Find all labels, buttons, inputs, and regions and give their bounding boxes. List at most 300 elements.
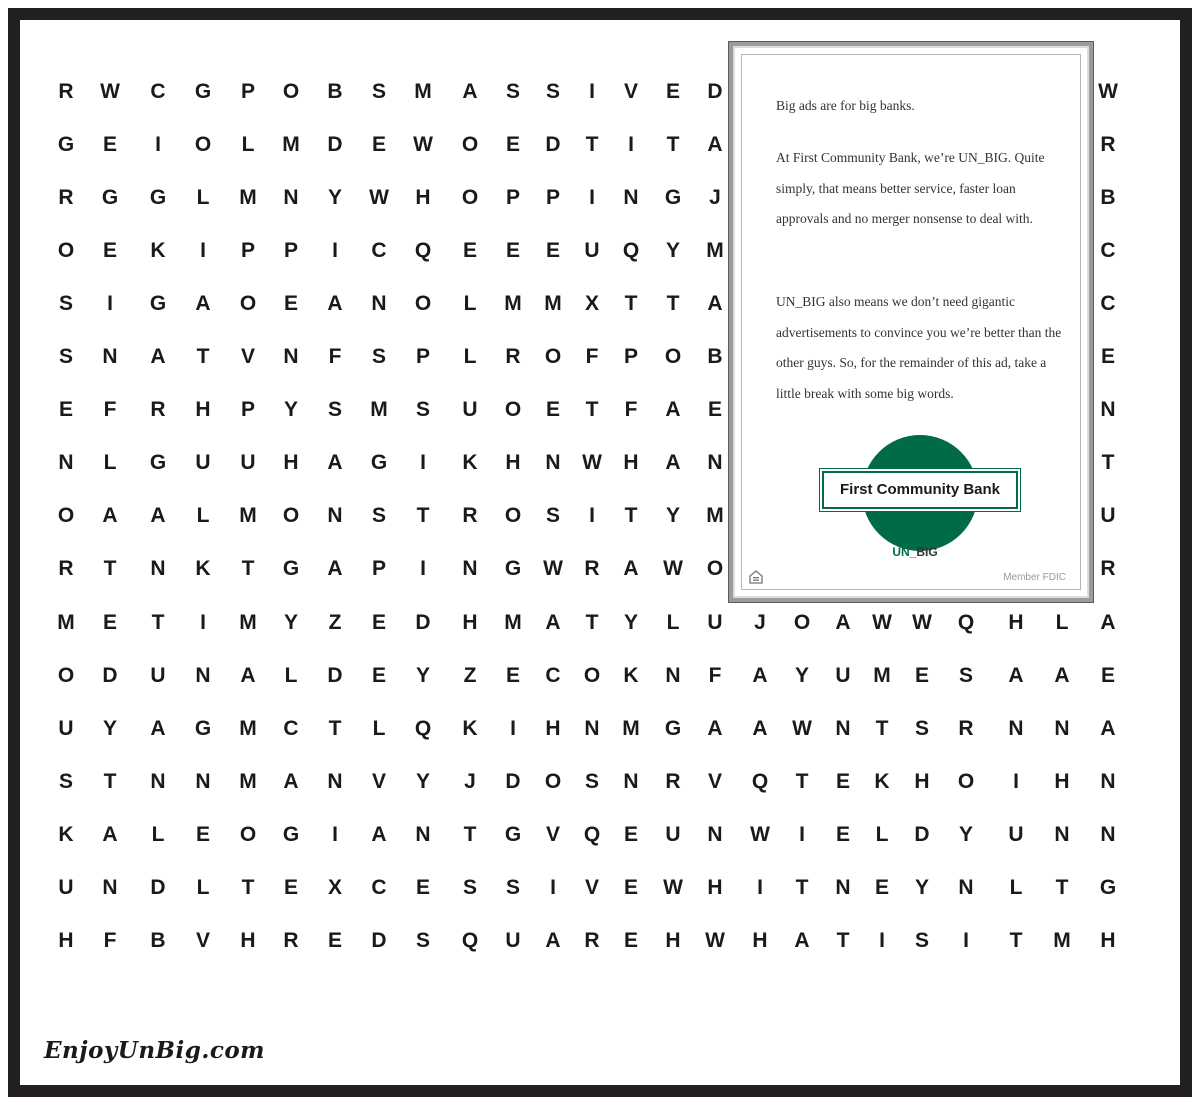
grid-letter: R	[665, 769, 681, 793]
grid-letter: Y	[102, 716, 117, 740]
grid-letter: I	[155, 133, 161, 157]
grid-letter: S	[958, 663, 973, 687]
grid-letter: Y	[958, 822, 973, 846]
grid-letter: M	[239, 186, 257, 210]
grid-letter: H	[665, 928, 681, 952]
grid-letter: A	[752, 663, 768, 687]
grid-letter: L	[103, 451, 117, 475]
grid-letter: V	[584, 875, 599, 899]
grid-letter: D	[371, 928, 387, 952]
grid-letter: T	[585, 133, 599, 157]
grid-letter: P	[623, 345, 638, 369]
grid-letter: U	[150, 663, 166, 687]
grid-letter: E	[327, 928, 342, 952]
grid-letter: Y	[794, 663, 809, 687]
grid-letter: S	[415, 398, 430, 422]
grid-letter: A	[327, 557, 343, 581]
grid-letter: U	[1008, 822, 1024, 846]
grid-letter: L	[875, 822, 889, 846]
grid-letter: O	[282, 80, 300, 103]
grid-letter: A	[665, 398, 681, 422]
grid-letter: N	[327, 504, 343, 528]
grid-letter: T	[416, 504, 430, 528]
grid-letter: I	[550, 875, 556, 899]
grid-letter: N	[958, 875, 974, 899]
grid-letter: E	[58, 398, 73, 422]
grid-letter: Q	[583, 822, 601, 846]
grid-letter: P	[371, 557, 386, 581]
grid-letter: K	[874, 769, 890, 793]
ad-panel	[741, 54, 1081, 590]
grid-letter: N	[1008, 716, 1024, 740]
grid-letter: G	[664, 186, 682, 210]
grid-letter: N	[545, 451, 561, 475]
grid-letter: O	[194, 133, 212, 157]
grid-letter: D	[505, 769, 521, 793]
grid-letter: R	[462, 504, 478, 528]
grid-letter: E	[371, 133, 386, 157]
grid-letter: Q	[751, 769, 769, 793]
grid-letter: R	[58, 557, 74, 581]
grid-letter: D	[327, 663, 343, 687]
grid-letter: S	[914, 716, 929, 740]
grid-letter: N	[283, 345, 299, 369]
grid-letter: S	[505, 80, 520, 103]
grid-letter: O	[282, 504, 300, 528]
grid-letter-right: C	[1100, 292, 1116, 316]
grid-letter: T	[328, 716, 342, 740]
ad-paragraph-1: Big ads are for big banks.	[776, 98, 915, 113]
grid-letter: N	[835, 716, 851, 740]
grid-letter: B	[150, 928, 166, 952]
grid-letter: H	[505, 451, 521, 475]
grid-letter: I	[420, 557, 426, 581]
grid-letter-right: W	[1098, 80, 1118, 103]
grid-letter-right: B	[1100, 186, 1116, 210]
grid-letter: K	[58, 822, 74, 846]
grid-letter: H	[415, 186, 431, 210]
grid-letter: H	[752, 928, 768, 952]
grid-letter: S	[462, 875, 477, 899]
grid-letter: S	[584, 769, 599, 793]
grid-letter: R	[283, 928, 299, 952]
grid-letter: M	[414, 80, 432, 103]
bank-logo	[822, 435, 1018, 557]
grid-letter: A	[102, 504, 118, 528]
tagline-un: UN_	[892, 545, 917, 559]
grid-letter: W	[663, 875, 683, 899]
grid-letter: T	[241, 875, 255, 899]
grid-letter: M	[370, 398, 388, 422]
grid-letter: I	[589, 80, 595, 103]
grid-letter: O	[664, 345, 682, 369]
grid-letter: S	[545, 504, 560, 528]
grid-letter: C	[545, 663, 561, 687]
grid-letter: N	[415, 822, 431, 846]
grid-letter: A	[545, 610, 561, 634]
grid-letter: M	[706, 504, 724, 528]
grid-letter: P	[240, 239, 255, 263]
grid-letter: A	[283, 769, 299, 793]
grid-letter: E	[707, 398, 722, 422]
grid-letter: U	[665, 822, 681, 846]
grid-letter: H	[545, 716, 561, 740]
grid-letter: N	[327, 769, 343, 793]
grid-letter: N	[584, 716, 600, 740]
grid-letter: T	[196, 345, 210, 369]
grid-letter: P	[240, 398, 255, 422]
grid-letter: V	[240, 345, 255, 369]
grid-letter: G	[1099, 875, 1117, 899]
grid-letter: D	[327, 133, 343, 157]
grid-letter: L	[196, 186, 210, 210]
grid-letter: E	[545, 398, 560, 422]
grid-letter: Q	[414, 239, 432, 263]
grid-letter: K	[623, 663, 639, 687]
grid-letter: W	[912, 610, 932, 634]
grid-letter: N	[195, 663, 211, 687]
grid-letter: N	[102, 345, 118, 369]
grid-letter: Y	[415, 663, 430, 687]
grid-letter: M	[504, 292, 522, 316]
grid-letter: E	[1100, 663, 1115, 687]
unbig-tagline	[742, 545, 1088, 559]
grid-letter: O	[57, 663, 75, 687]
grid-letter-right: U	[1100, 504, 1116, 528]
grid-letter: P	[283, 239, 298, 263]
grid-letter: I	[628, 133, 634, 157]
grid-letter: P	[545, 186, 560, 210]
grid-letter: A	[794, 928, 810, 952]
grid-letter: I	[1013, 769, 1019, 793]
grid-letter: T	[241, 557, 255, 581]
grid-letter: Y	[914, 875, 929, 899]
grid-letter: E	[505, 133, 520, 157]
grid-letter: I	[510, 716, 516, 740]
grid-letter: H	[283, 451, 299, 475]
grid-letter: N	[150, 557, 166, 581]
grid-letter: G	[504, 557, 522, 581]
grid-letter: M	[706, 239, 724, 263]
grid-letter: C	[371, 239, 387, 263]
grid-letter: D	[914, 822, 930, 846]
grid-letter: N	[1100, 769, 1116, 793]
grid-letter: N	[707, 451, 723, 475]
grid-letter: U	[584, 239, 600, 263]
grid-letter: Y	[623, 610, 638, 634]
grid-letter: M	[622, 716, 640, 740]
grid-letter: K	[195, 557, 211, 581]
grid-letter: R	[150, 398, 166, 422]
grid-letter: A	[1100, 610, 1116, 634]
grid-letter: G	[149, 292, 167, 316]
grid-letter: D	[707, 80, 723, 103]
grid-letter: H	[707, 875, 723, 899]
grid-letter: O	[957, 769, 975, 793]
grid-letter: T	[666, 133, 680, 157]
grid-letter: N	[623, 769, 639, 793]
grid-letter: L	[463, 345, 477, 369]
grid-letter: C	[283, 716, 299, 740]
grid-letter: I	[200, 239, 206, 263]
grid-letter: R	[58, 80, 74, 103]
grid-letter: S	[505, 875, 520, 899]
grid-letter: W	[792, 716, 812, 740]
grid-letter: L	[151, 822, 165, 846]
grid-letter: O	[544, 345, 562, 369]
grid-letter: N	[102, 875, 118, 899]
grid-letter-right: C	[1100, 239, 1116, 263]
grid-letter: E	[505, 239, 520, 263]
grid-letter: P	[505, 186, 520, 210]
grid-letter: O	[461, 186, 479, 210]
grid-letter: I	[589, 504, 595, 528]
equal-housing-icon	[748, 569, 764, 585]
grid-letter: O	[793, 610, 811, 634]
grid-letter: N	[623, 186, 639, 210]
grid-letter: T	[795, 769, 809, 793]
grid-letter: E	[665, 80, 680, 103]
grid-letter: M	[239, 769, 257, 793]
grid-letter-right: R	[1100, 133, 1116, 157]
grid-letter: G	[282, 822, 300, 846]
grid-letter: A	[327, 451, 343, 475]
grid-letter: M	[239, 504, 257, 528]
grid-letter: B	[327, 80, 343, 103]
grid-letter: S	[58, 769, 73, 793]
grid-letter: N	[371, 292, 387, 316]
grid-letter: N	[1054, 716, 1070, 740]
grid-letter: U	[58, 875, 74, 899]
grid-letter: Y	[665, 239, 680, 263]
grid-letter: A	[707, 716, 723, 740]
grid-letter: A	[150, 345, 166, 369]
grid-letter: W	[872, 610, 892, 634]
grid-letter: J	[754, 610, 766, 634]
grid-letter: T	[875, 716, 889, 740]
grid-letter: T	[585, 610, 599, 634]
grid-letter: F	[585, 345, 599, 369]
grid-letter: E	[371, 610, 386, 634]
grid-letter: B	[707, 345, 723, 369]
grid-letter: A	[371, 822, 387, 846]
grid-letter: O	[504, 398, 522, 422]
grid-letter-right: R	[1100, 557, 1116, 581]
grid-letter: O	[461, 133, 479, 157]
grid-letter: M	[57, 610, 75, 634]
grid-letter: O	[706, 557, 724, 581]
grid-letter: Y	[415, 769, 430, 793]
grid-letter: A	[835, 610, 851, 634]
grid-letter: S	[371, 345, 386, 369]
grid-letter: M	[282, 133, 300, 157]
grid-letter: T	[463, 822, 477, 846]
grid-letter: F	[708, 663, 722, 687]
grid-letter: Y	[283, 610, 298, 634]
grid-letter: E	[415, 875, 430, 899]
grid-letter: N	[195, 769, 211, 793]
grid-letter: Q	[622, 239, 640, 263]
grid-letter: P	[240, 80, 255, 103]
grid-letter: U	[462, 398, 478, 422]
grid-letter: G	[194, 80, 212, 103]
grid-letter: J	[464, 769, 476, 793]
grid-letter: E	[835, 822, 850, 846]
grid-letter: N	[1100, 822, 1116, 846]
grid-letter: F	[624, 398, 638, 422]
grid-letter: W	[705, 928, 725, 952]
grid-letter: C	[150, 80, 166, 103]
grid-letter: W	[543, 557, 563, 581]
grid-letter: A	[102, 822, 118, 846]
grid-letter: N	[283, 186, 299, 210]
grid-letter: O	[504, 504, 522, 528]
grid-letter: H	[1100, 928, 1116, 952]
grid-letter: I	[332, 239, 338, 263]
grid-letter: A	[462, 80, 478, 103]
grid-letter: A	[1100, 716, 1116, 740]
grid-letter: E	[195, 822, 210, 846]
grid-letter: S	[327, 398, 342, 422]
grid-letter: U	[505, 928, 521, 952]
grid-letter: P	[415, 345, 430, 369]
grid-letter: Y	[283, 398, 298, 422]
grid-letter: D	[415, 610, 431, 634]
grid-letter: Q	[957, 610, 975, 634]
grid-letter: A	[327, 292, 343, 316]
grid-letter: O	[583, 663, 601, 687]
grid-letter: O	[57, 239, 75, 263]
grid-letter: L	[1009, 875, 1023, 899]
grid-letter: W	[750, 822, 770, 846]
grid-letter: W	[663, 557, 683, 581]
grid-letter: I	[589, 186, 595, 210]
grid-letter: G	[194, 716, 212, 740]
grid-letter: M	[239, 716, 257, 740]
grid-letter: G	[282, 557, 300, 581]
grid-letter: N	[707, 822, 723, 846]
grid-letter: M	[239, 610, 257, 634]
grid-letter: T	[103, 769, 117, 793]
grid-letter: W	[369, 186, 389, 210]
ad-frame	[729, 42, 1093, 602]
grid-letter: H	[1054, 769, 1070, 793]
grid-letter: Y	[665, 504, 680, 528]
grid-letter: E	[545, 239, 560, 263]
grid-letter: H	[623, 451, 639, 475]
grid-letter: A	[195, 292, 211, 316]
grid-letter: U	[195, 451, 211, 475]
grid-letter: R	[958, 716, 974, 740]
grid-letter: A	[707, 292, 723, 316]
grid-letter: V	[707, 769, 722, 793]
grid-letter: A	[1008, 663, 1024, 687]
grid-letter: I	[420, 451, 426, 475]
grid-letter: H	[240, 928, 256, 952]
grid-letter: N	[835, 875, 851, 899]
grid-letter: Y	[327, 186, 342, 210]
grid-letter: E	[623, 875, 638, 899]
grid-letter: E	[914, 663, 929, 687]
grid-letter: T	[795, 875, 809, 899]
grid-letter: G	[504, 822, 522, 846]
grid-letter: T	[1055, 875, 1069, 899]
grid-letter: I	[200, 610, 206, 634]
grid-letter: N	[1054, 822, 1070, 846]
grid-letter: W	[582, 451, 602, 475]
grid-letter: L	[666, 610, 680, 634]
grid-letter: I	[757, 875, 763, 899]
grid-letter: F	[103, 398, 117, 422]
grid-letter: L	[1055, 610, 1069, 634]
grid-letter: S	[914, 928, 929, 952]
grid-letter: T	[624, 292, 638, 316]
grid-letter: E	[283, 875, 298, 899]
grid-letter: T	[836, 928, 850, 952]
grid-letter: O	[414, 292, 432, 316]
grid-letter: H	[914, 769, 930, 793]
grid-letter: A	[752, 716, 768, 740]
grid-letter: A	[665, 451, 681, 475]
grid-letter: A	[1054, 663, 1070, 687]
grid-letter: N	[58, 451, 74, 475]
grid-letter: A	[623, 557, 639, 581]
grid-letter-right: T	[1101, 451, 1115, 475]
grid-letter: T	[103, 557, 117, 581]
ad-paragraph-3: UN_BIG also means we don’t need gigantic advertisements to convince you we’re better than the other guys. So, for the remainder of this ad, take a little break with some big words.	[776, 294, 1062, 401]
grid-letter: A	[240, 663, 256, 687]
grid-letter: E	[283, 292, 298, 316]
grid-letter: H	[58, 928, 74, 952]
grid-letter: H	[1008, 610, 1024, 634]
grid-letter: T	[1009, 928, 1023, 952]
grid-letter: D	[545, 133, 561, 157]
grid-letter: L	[196, 875, 210, 899]
grid-letter: A	[150, 716, 166, 740]
grid-letter: I	[879, 928, 885, 952]
grid-letter: K	[150, 239, 166, 263]
grid-letter: A	[545, 928, 561, 952]
grid-letter: Z	[463, 663, 477, 687]
grid-letter: L	[372, 716, 386, 740]
grid-letter: V	[371, 769, 386, 793]
grid-letter: S	[371, 80, 386, 103]
grid-letter: R	[584, 928, 600, 952]
grid-letter: X	[584, 292, 599, 316]
grid-letter: L	[241, 133, 255, 157]
grid-letter: I	[799, 822, 805, 846]
grid-letter-right: E	[1100, 345, 1115, 369]
grid-letter: S	[371, 504, 386, 528]
grid-letter: K	[462, 716, 478, 740]
grid-letter: R	[58, 186, 74, 210]
grid-letter: N	[462, 557, 478, 581]
grid-letter: G	[664, 716, 682, 740]
grid-letter: U	[58, 716, 74, 740]
grid-letter: I	[332, 822, 338, 846]
grid-letter: H	[195, 398, 211, 422]
grid-letter: U	[240, 451, 256, 475]
grid-letter: E	[505, 663, 520, 687]
grid-letter: D	[102, 663, 118, 687]
grid-letter: W	[100, 80, 120, 103]
grid-letter: O	[239, 822, 257, 846]
grid-letter: T	[585, 398, 599, 422]
grid-letter: I	[107, 292, 113, 316]
grid-letter: D	[150, 875, 166, 899]
grid-letter: M	[544, 292, 562, 316]
grid-letter: G	[101, 186, 119, 210]
